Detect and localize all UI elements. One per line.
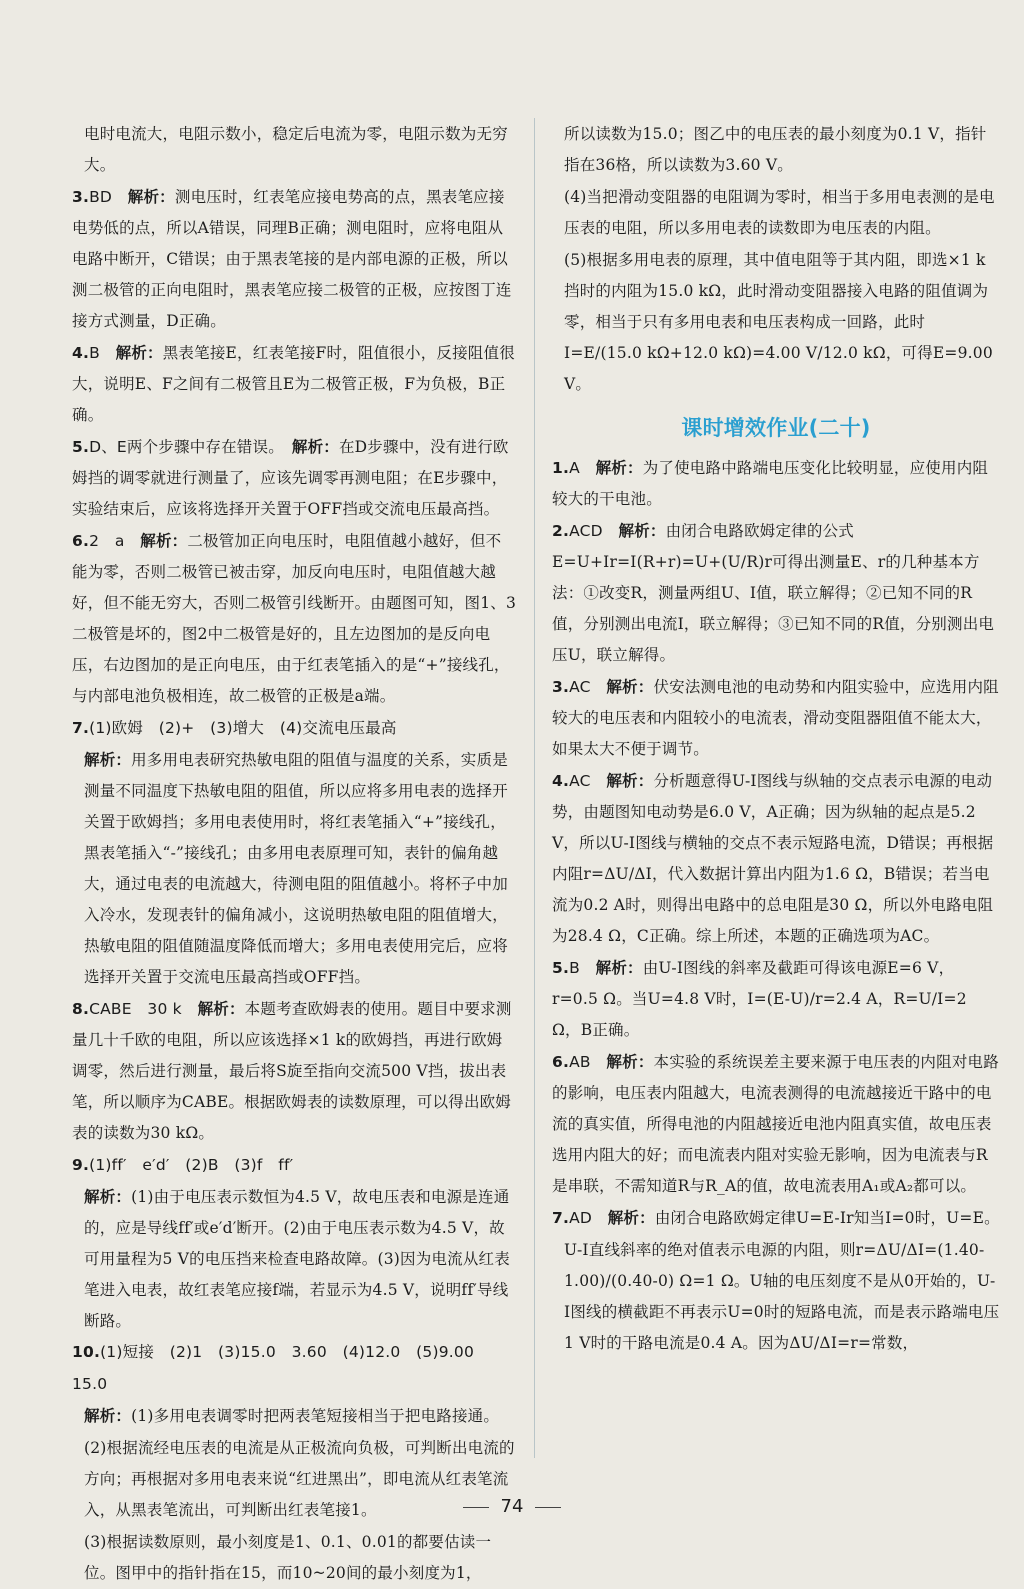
- analysis-text: 本实验的系统误差主要来源于电压表的内阻对电路的影响，电压表内阻越大，电流表测得的电流越接近干路中的电流的真实值，所得电池的内阻越接近电池内阻真实值，故电压表选用内阻大的好；而电流表内阻对实验无影响，因为电流表与R是串联，不需知道R与R_A的值，故电流表用A₁或A₂都可以。: [552, 1053, 999, 1195]
- answer-paragraph: [552, 952, 1000, 1046]
- answer-item: [552, 1234, 1000, 1359]
- answer-item: [552, 515, 1000, 671]
- question-number: 7.: [72, 719, 90, 737]
- analysis-text: 二极管加正向电压时，电阻值越小越好，但不能为零，否则二极管已被击穿，加反向电压时，电阻值越大越好，但不能无穷大，否则二极管引线断开。由题图可知，图1、3二极管是坏的，图2中二极管是好的，且左边图加的是反向电压，右边图加的是正向电压，由于红表笔插入的是“+”接线孔，与内部电池负极相连，故二极管的正极是a端。: [72, 532, 517, 705]
- answer-choice: (1)欧姆 (2)+ (3)增大 (4)交流电压最高: [89, 719, 397, 737]
- section-title: 课时增效作业(二十): [681, 416, 871, 440]
- analysis-text: (3)根据读数原则，最小刻度是1、0.1、0.01的都要估读一位。图甲中的指针指在15，而10~20间的最小刻度为1，: [84, 1533, 492, 1582]
- answer-paragraph: [72, 118, 517, 181]
- page-number-dash-left: [463, 1507, 489, 1508]
- analysis-text: 在D步骤中，没有进行欧姆挡的调零就进行测量了，应该先调零再测电阻；在E步骤中，实验结束后，应该将选择开关置于OFF挡或交流电压最高挡。: [72, 438, 509, 518]
- analysis-text: 电时电流大，电阻示数小，稳定后电流为零，电阻示数为无穷大。: [84, 125, 508, 174]
- answer-item: [72, 525, 517, 712]
- answer-paragraph: [552, 1234, 1000, 1359]
- question-number: 6.: [552, 1053, 570, 1071]
- answer-item: [72, 337, 517, 431]
- analysis-label: 解析：: [84, 750, 132, 769]
- page-number-value: 74: [500, 1496, 524, 1517]
- answer-paragraph: [72, 1181, 517, 1337]
- answer-item: [72, 712, 517, 744]
- page-number-dash-right: [535, 1507, 561, 1508]
- answer-choice: 2 a: [89, 532, 125, 550]
- analysis-text: 为了使电路中路端电压变化比较明显，应使用内阻较大的干电池。: [552, 459, 989, 508]
- answer-item: [72, 1149, 517, 1181]
- answer-item: [72, 1181, 517, 1337]
- question-number: 5.: [72, 438, 90, 456]
- analysis-text: 分析题意得U-I图线与纵轴的交点表示电源的电动势，由题图知电动势是6.0 V，A正确；因为纵轴的起点是5.2 V，所以U-I图线与横轴的交点不表示短路电流，D错误；再根据内阻r=ΔU/ΔI，代入数据计算出内阻为1.6 Ω，B错误；若当电流为0.2 A时，则得出电路中的总电阻是30 Ω，所以外电路电阻为28.4 Ω，C正确。综上所述，本题的正确选项为AC。: [552, 772, 994, 945]
- answer-choice: (1)短接 (2)1 (3)15.0 3.60 (4)12.0 (5)9.00 15.0: [72, 1343, 490, 1393]
- question-number: 7.: [552, 1209, 570, 1227]
- analysis-text: 用多用电表研究热敏电阻的阻值与温度的关系，实质是测量不同温度下热敏电阻的阻值，所以应将多用电表的选择开关置于欧姆挡；多用电表使用时，将红表笔插入“+”接线孔，黑表笔插入“-”接线孔；由多用电表原理可知，表针的偏角越大，通过电表的电流越大，待测电阻的阻值越小。将杯子中加入冷水，发现表针的偏角减小，这说明热敏电阻的阻值增大，热敏电阻的阻值随温度降低而增大；多用电表使用完后，应将选择开关置于交流电压最高挡或OFF挡。: [84, 751, 508, 986]
- answer-paragraph: [552, 118, 1000, 181]
- analysis-label: 解析：: [84, 1406, 132, 1425]
- analysis-text: 所以读数为15.0；图乙中的电压表的最小刻度为0.1 V，指针指在36格，所以读数为3.60 V。: [564, 125, 987, 174]
- left-column: [72, 118, 517, 1589]
- question-number: 5.: [552, 959, 570, 977]
- answer-item: [72, 1526, 517, 1589]
- answer-item: [72, 118, 517, 181]
- analysis-label: 解析：: [197, 999, 245, 1018]
- answer-item: [552, 765, 1000, 952]
- question-number: 4.: [552, 772, 570, 790]
- answer-paragraph: [72, 181, 517, 337]
- answer-paragraph: [552, 181, 1000, 244]
- analysis-text: (4)当把滑动变阻器的电阻调为零时，相当于多用电表测的是电压表的电阻，所以多用电表的读数即为电压表的内阻。: [564, 188, 995, 237]
- answer-paragraph: [552, 671, 1000, 765]
- answer-paragraph: [72, 744, 517, 993]
- answer-item: [552, 952, 1000, 1046]
- analysis-label: 解析：: [607, 1208, 655, 1227]
- answer-choice: ACD: [569, 522, 603, 540]
- analysis-label: 解析：: [115, 343, 163, 362]
- answer-choice: BD: [89, 188, 113, 206]
- answer-choice: CABE 30 k: [89, 1000, 182, 1018]
- page-number: [0, 1496, 1024, 1517]
- analysis-label: 解析：: [127, 187, 175, 206]
- answer-choice: (1)ff′ e′d′ (2)B (3)f ff′: [89, 1156, 294, 1174]
- answer-choice: AB: [569, 1053, 591, 1071]
- answer-choice: A: [569, 459, 580, 477]
- answer-paragraph: [552, 1046, 1000, 1202]
- answer-paragraph: [72, 525, 517, 712]
- column-divider: [534, 118, 535, 1458]
- analysis-label: 解析：: [595, 958, 643, 977]
- analysis-label: 解析：: [618, 521, 666, 540]
- analysis-label: 解析：: [606, 771, 654, 790]
- question-number: 8.: [72, 1000, 90, 1018]
- answer-paragraph: [552, 1202, 1000, 1234]
- analysis-text: (2)根据流经电压表的电流是从正极流向负极，可判断出电流的方向；再根据对多用电表来说“红进黑出”，即电流从红表笔流入，从黑表笔流出，可判断出红表笔接1。: [84, 1439, 515, 1519]
- answer-item: [552, 244, 1000, 400]
- answer-paragraph: [72, 431, 517, 525]
- analysis-text: 测电压时，红表笔应接电势高的点，黑表笔应接电势低的点，所以A错误，同理B正确；测电阻时，应将电阻从电路中断开，C错误；由于黑表笔接的是内部电源的正极，所以测二极管的正向电阻时，黑表笔应接二极管的正极，应按图丁连接方式测量，D正确。: [72, 188, 512, 330]
- analysis-label: 解析：: [291, 437, 339, 456]
- analysis-text: 由闭合电路欧姆定律U=E-Ir知当I=0时，U=E。: [654, 1209, 1000, 1227]
- analysis-text: (5)根据多用电表的原理，其中值电阻等于其内阻，即选×1 k挡时的内阻为15.0 kΩ，此时滑动变阻器接入电路的阻值调为零，相当于只有多用电表和电压表构成一回路，此时I=E/(15.0 kΩ+12.0 kΩ)=4.00 V/12.0 kΩ，可得E=9.00 V。: [564, 251, 993, 393]
- answer-choice: B: [569, 959, 580, 977]
- question-number: 1.: [552, 459, 570, 477]
- answer-item: [552, 452, 1000, 515]
- question-number: 3.: [552, 678, 570, 696]
- answer-choice: AC: [569, 772, 591, 790]
- question-number: 6.: [72, 532, 90, 550]
- analysis-label: 解析：: [84, 1187, 132, 1206]
- analysis-label: 解析：: [606, 1052, 654, 1071]
- right-column: [552, 118, 1000, 1359]
- question-number: 2.: [552, 522, 570, 540]
- answer-item: [552, 181, 1000, 244]
- analysis-text: U-I直线斜率的绝对值表示电源的内阻，则r=ΔU/ΔI=(1.40-1.00)/(0.40-0) Ω=1 Ω。U轴的电压刻度不是从0开始的，U-I图线的横截距不再表示U=0时的短路电流，而是表示路端电压1 V时的干路电流是0.4 A。因为ΔU/ΔI=r=常数，: [564, 1241, 1000, 1352]
- answer-item: [552, 671, 1000, 765]
- answer-paragraph: [72, 1400, 517, 1432]
- answer-paragraph: [72, 1526, 517, 1589]
- answer-paragraph: [72, 712, 517, 744]
- question-number: 10.: [72, 1343, 101, 1361]
- question-number: 9.: [72, 1156, 90, 1174]
- answer-choice: D、E两个步骤中存在错误。: [89, 438, 277, 456]
- answer-item: [552, 1202, 1000, 1234]
- analysis-label: 解析：: [595, 458, 643, 477]
- answer-item: [72, 1337, 517, 1400]
- answer-item: [72, 1400, 517, 1432]
- answer-paragraph: [72, 993, 517, 1149]
- analysis-text: 本题考查欧姆表的使用。题目中要求测量几十千欧的电阻，所以应该选择×1 k的欧姆挡，再进行欧姆调零，然后进行测量，最后将S旋至指向交流500 V挡，拔出表笔，所以顺序为CABE。根据欧姆表的读数原理，可以得出欧姆表的读数为30 kΩ。: [72, 1000, 512, 1142]
- question-number: 4.: [72, 344, 90, 362]
- answer-item: [72, 744, 517, 993]
- answer-paragraph: [72, 337, 517, 431]
- analysis-label: 解析：: [140, 531, 188, 550]
- answer-choice: B: [89, 344, 100, 362]
- analysis-text: (1)多用电表调零时把两表笔短接相当于把电路接通。: [131, 1407, 500, 1425]
- answer-paragraph: [72, 1337, 517, 1400]
- analysis-text: 由闭合电路欧姆定律的公式E=U+Ir=I(R+r)=U+(U/R)r可得出测量E、r的几种基本方法：①改变R，测量两组U、I值，联立解得；②已知不同的R值，分别测出电流I，联立解得；③已知不同的R值，分别测出电压U，联立解得。: [552, 522, 995, 664]
- answer-paragraph: [552, 515, 1000, 671]
- answer-item: [552, 118, 1000, 181]
- answer-paragraph: [552, 765, 1000, 952]
- answer-item: [72, 431, 517, 525]
- answer-choice: AD: [569, 1209, 593, 1227]
- answer-item: [552, 1046, 1000, 1202]
- analysis-text: 伏安法测电池的电动势和内阻实验中，应选用内阻较大的电压表和内阻较小的电流表，滑动变阻器阻值不能太大，如果太大不便于调节。: [552, 678, 999, 758]
- answer-item: [72, 993, 517, 1149]
- analysis-label: 解析：: [606, 677, 654, 696]
- answer-choice: AC: [569, 678, 591, 696]
- answer-item: [72, 181, 517, 337]
- answer-paragraph: [552, 452, 1000, 515]
- analysis-text: 黑表笔接E，红表笔接F时，阻值很小，反接阻值很大，说明E、F之间有二极管且E为二极管正极，F为负极，B正确。: [72, 344, 515, 424]
- question-number: 3.: [72, 188, 90, 206]
- answer-paragraph: [72, 1149, 517, 1181]
- analysis-text: (1)由于电压表示数恒为4.5 V，故电压表和电源是连通的，应是导线ff′或e′d′断开。(2)由于电压表示数为4.5 V，故可用量程为5 V的电压挡来检查电路故障。(3)因为电流从红表笔进入电表，故红表笔应接f端，若显示为4.5 V，说明ff′导线断路。: [84, 1188, 510, 1330]
- answer-paragraph: [552, 244, 1000, 400]
- analysis-text: 由U-I图线的斜率及截距可得该电源E=6 V，r=0.5 Ω。当U=4.8 V时，I=(E-U)/r=2.4 A，R=U/I=2 Ω，B正确。: [552, 959, 967, 1039]
